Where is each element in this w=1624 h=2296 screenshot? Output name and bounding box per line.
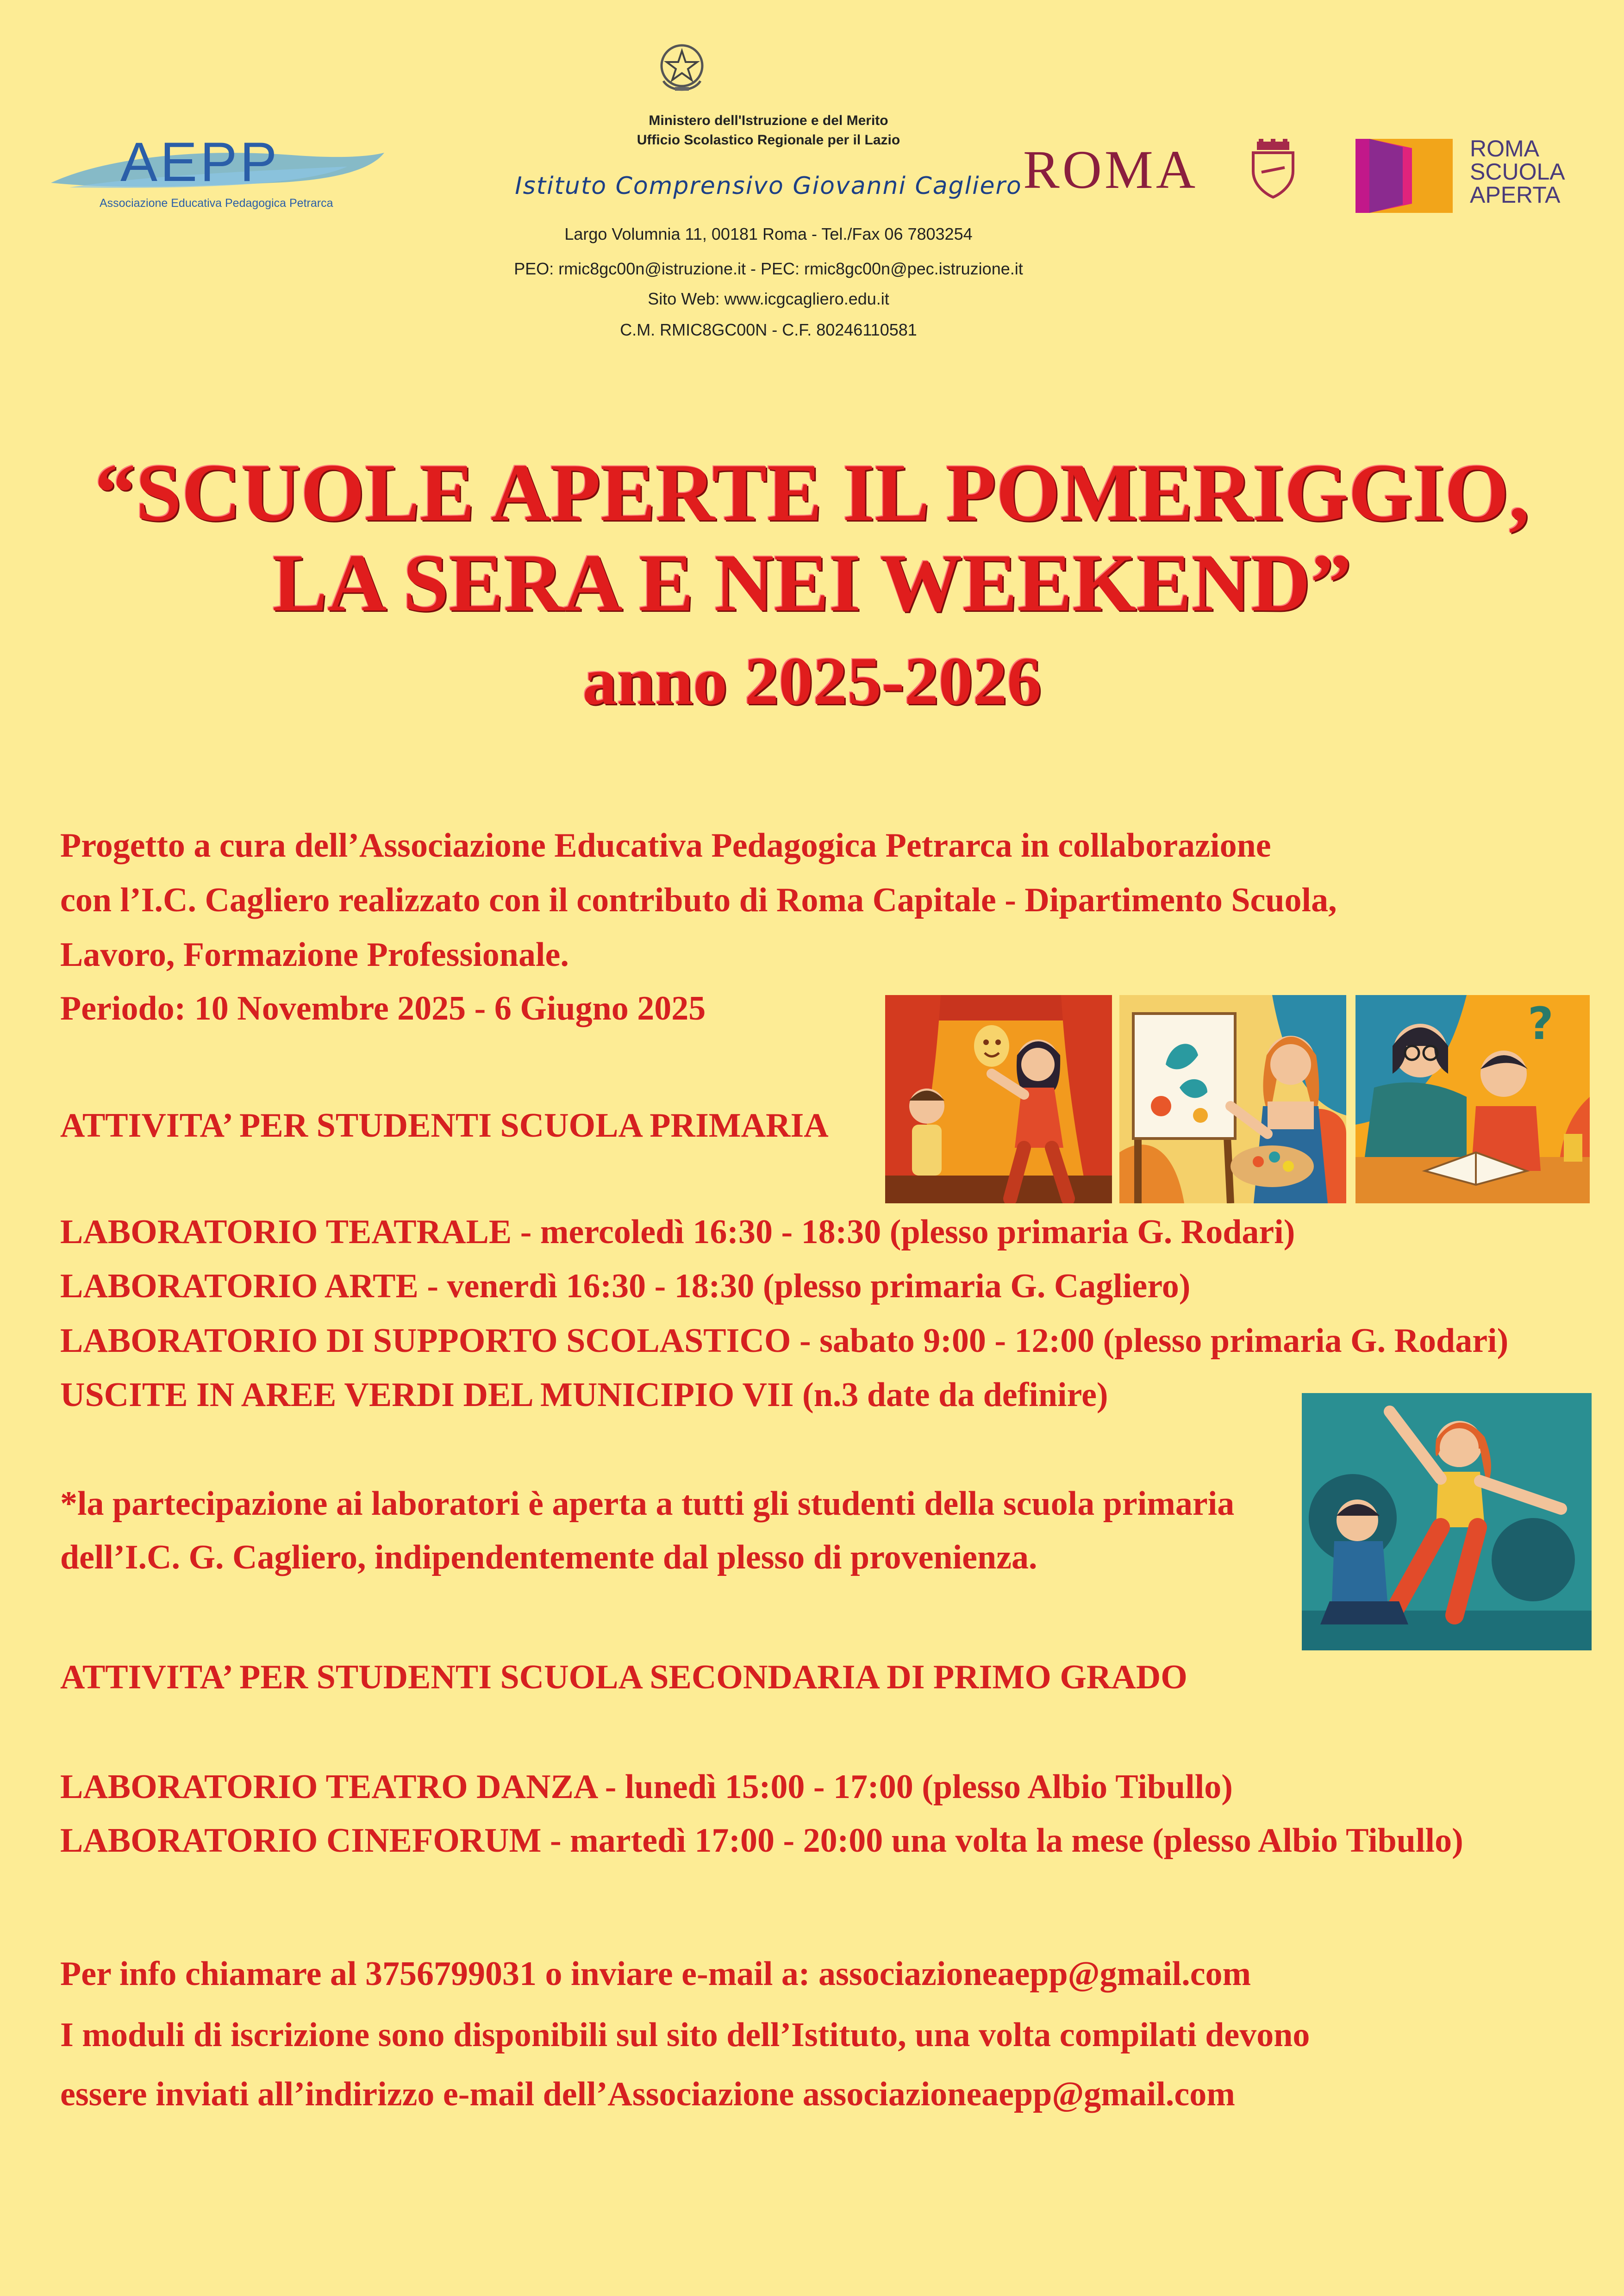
ministry-line: Ministero dell'Istruzione e del Merito bbox=[649, 113, 888, 128]
aepp-logo-word: AEPP bbox=[120, 131, 280, 193]
roma-scuola-aperta-logo bbox=[1352, 134, 1593, 218]
secondary-heading: ATTIVITA’ PER STUDENTI SCUOLA SECONDARIA DI PRIMO GRADO bbox=[60, 1658, 1187, 1696]
activity-name: LABORATORIO CINEFORUM bbox=[60, 1822, 542, 1860]
activity-name: LABORATORIO TEATRALE bbox=[60, 1213, 512, 1251]
roma-scuola-aperta-text bbox=[1470, 137, 1565, 206]
activity-detail: - lunedì 15:00 - 17:00 (plesso Albio Tibullo) bbox=[596, 1768, 1233, 1806]
intro-line: Lavoro, Formazione Professionale. bbox=[60, 936, 569, 974]
intro-line: Progetto a cura dell’Associazione Educativa Pedagogica Petrarca in collaborazione bbox=[60, 827, 1271, 865]
art-illustration bbox=[1119, 995, 1346, 1203]
activity-detail: - sabato 9:00 - 12:00 (plesso primaria G. Rodari) bbox=[791, 1322, 1509, 1360]
activity-name: USCITE IN AREE VERDI DEL MUNICIPIO VII bbox=[60, 1376, 794, 1414]
codes-line: C.M. RMIC8GC00N - C.F. 80246110581 bbox=[620, 320, 917, 339]
theatre-illustration bbox=[885, 995, 1112, 1203]
ministry-block bbox=[417, 111, 1120, 150]
activity-teatro-danza bbox=[60, 1770, 1233, 1804]
activity-name: LABORATORIO ARTE bbox=[60, 1267, 418, 1305]
activity-detail: - venerdì 16:30 - 18:30 (plesso primaria G. Cagliero) bbox=[418, 1267, 1191, 1305]
activity-detail: - mercoledì 16:30 - 18:30 (plesso primaria G. Rodari) bbox=[512, 1213, 1295, 1251]
activity-detail: - martedì 17:00 - 20:00 una volta la mese (plesso Albio Tibullo) bbox=[541, 1822, 1463, 1860]
svg-text:?: ? bbox=[1528, 998, 1554, 1050]
contact-line: Per info chiamare al 3756799031 o inviare e-mail a: associazioneaepp@gmail.com bbox=[60, 1955, 1251, 1993]
title-line-2: LA SERA E NEI WEEKEND” bbox=[272, 537, 1352, 628]
rsa-line: APERTA bbox=[1470, 182, 1561, 208]
regional-office-line: Ufficio Scolastico Regionale per il Lazio bbox=[637, 132, 900, 148]
rsa-line: ROMA bbox=[1470, 136, 1539, 162]
participation-note: dell’I.C. G. Cagliero, indipendentemente dal plesso di provenienza. bbox=[60, 1538, 1037, 1576]
period-line: Periodo: 10 Novembre 2025 - 6 Giugno 2025 bbox=[60, 989, 706, 1027]
contact-line: I moduli di iscrizione sono disponibili sul sito dell’Istituto, una volta compilati devono bbox=[60, 2016, 1310, 2054]
intro-line: con l’I.C. Cagliero realizzato con il contributo di Roma Capitale - Dipartimento Scuola, bbox=[60, 881, 1337, 919]
activity-name: LABORATORIO DI SUPPORTO SCOLASTICO bbox=[60, 1322, 791, 1360]
roma-logo: ROMA bbox=[1023, 139, 1199, 200]
website-line: Sito Web: www.icgcagliero.edu.it bbox=[648, 289, 889, 308]
activity-name: LABORATORIO TEATRO DANZA bbox=[60, 1768, 597, 1806]
participation-note: *la partecipazione ai laboratori è aperta a tutti gli studenti della scuola primaria bbox=[60, 1485, 1235, 1523]
rsa-line: SCUOLA bbox=[1470, 159, 1565, 185]
italian-republic-emblem-icon bbox=[656, 37, 707, 97]
activity-arte bbox=[60, 1269, 1190, 1303]
address-line: Largo Volumnia 11, 00181 Roma - Tel./Fax 06 7803254 bbox=[564, 224, 973, 243]
title-line-1: “SCUOLE APERTE IL POMERIGGIO, bbox=[94, 447, 1530, 538]
activity-supporto bbox=[60, 1324, 1508, 1358]
roma-shield-icon bbox=[1248, 139, 1299, 199]
title-year: anno 2025-2026 bbox=[582, 643, 1042, 719]
dance-illustration bbox=[1302, 1393, 1592, 1650]
open-door-icon bbox=[1352, 134, 1463, 218]
primary-heading: ATTIVITA’ PER STUDENTI SCUOLA PRIMARIA bbox=[60, 1107, 829, 1145]
school-name: Istituto Comprensivo Giovanni Cagliero bbox=[515, 172, 1022, 200]
activity-teatrale bbox=[60, 1215, 1295, 1249]
aepp-logo-subtitle: Associazione Educativa Pedagogica Petrarca bbox=[100, 197, 333, 210]
activity-detail: (n.3 date da definire) bbox=[793, 1376, 1108, 1414]
aepp-logo bbox=[51, 130, 384, 218]
study-support-illustration bbox=[1355, 995, 1590, 1203]
activity-uscite bbox=[60, 1378, 1108, 1412]
activity-cineforum bbox=[60, 1823, 1463, 1858]
email-line: PEO: rmic8gc00n@istruzione.it - PEC: rmic8gc00n@pec.istruzione.it bbox=[514, 259, 1023, 278]
contact-line: essere inviati all’indirizzo e-mail dell’Associazione associazioneaepp@gmail.com bbox=[60, 2075, 1235, 2113]
